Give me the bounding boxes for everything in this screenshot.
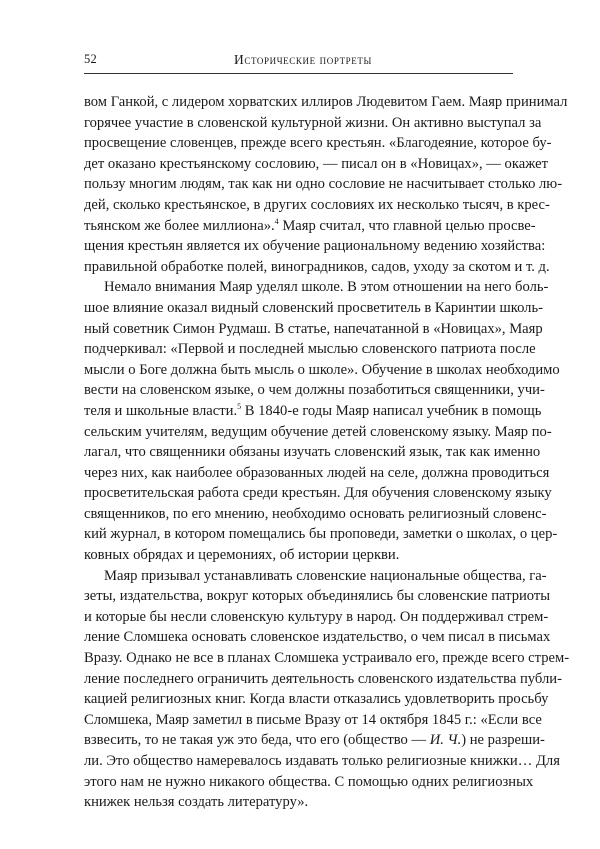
text-line: кацией религиозных книг. Когда власти отказались удовлетворить просьбу: [84, 691, 549, 708]
text-line: теля и школьные власти.$^5$ В 1840-е годы Маяр написал учебник в помощь: [84, 402, 542, 419]
text-line: зеты, издательства, вокруг которых объединялись бы словенские патриоты: [84, 588, 551, 605]
text-line: шое влияние оказал видный словенский просветитель в Каринтии школь-: [84, 299, 543, 316]
running-head: [84, 52, 513, 72]
author-initials: И. Ч.: [429, 732, 462, 749]
paragraph: [84, 566, 570, 813]
text-line: взвесить, то не такая уж это беда, что его (общество — И. Ч.) не разреши-: [84, 732, 545, 749]
text-line: тьянском же более миллиона».$^4$ Маяр считал, что главной целью просве-: [84, 216, 536, 234]
paragraph: [84, 92, 568, 277]
text-line: щения крестьян является их обучение рациональному ведению хозяйства:: [84, 238, 546, 255]
text-line: этого нам не нужно никакого общества. С помощью одних религиозных: [84, 773, 534, 790]
text-line: горячее участие в словенской культурной жизни. Он активно выступал за: [84, 114, 542, 131]
text-line: вом Ганкой, с лидером хорватских иллиров Людевитом Гаем. Маяр принимал: [84, 94, 568, 110]
text-line: ли. Это общество намеревалось издавать только религиозные книжки… Для: [84, 753, 560, 769]
text-line: через них, как наиболее образованных людей на селе, должна проводиться: [84, 464, 550, 481]
text-line: лагал, что священники обязаны изучать словенский язык, так как именно: [84, 444, 541, 461]
paragraph: [84, 277, 560, 565]
body-text: [84, 92, 570, 813]
text-line: просвещение словенцев, прежде всего крестьян. «Благодеяние, которое бу-: [84, 135, 552, 152]
text-line: подчеркивал: «Первой и последней мыслью словенского патриота после: [84, 341, 536, 358]
text-line: дей, сколько крестьянское, в других сословиях их несколько тысяч, в крес-: [84, 196, 550, 213]
text-line: священников, по его мнению, необходимо основать религиозный словенс-: [84, 505, 547, 522]
text-line: Маяр призывал устанавливать словенские национальные общества, га-: [104, 567, 547, 584]
text-line: ковных обрядах и церемониях, об истории церкви.: [84, 547, 400, 564]
footnote-ref[interactable]: 5: [237, 402, 242, 412]
text-line: вести на словенском языке, о чем должны позаботиться священники, учи-: [84, 382, 545, 399]
text-line: правильной обработке полей, виноградников, садов, уходу за скотом и т. д.: [84, 258, 550, 275]
text-line: Немало внимания Маяр уделял школе. В этом отношении на него боль-: [104, 279, 549, 296]
text-line: ление последнего ограничить деятельность словенского издательства публи-: [84, 670, 562, 687]
text-line: пользу многим людям, так как ни одно сословие не насчитывает столько лю-: [84, 176, 563, 193]
text-line: книжек нельзя создать литературу».: [84, 794, 309, 811]
text-line: Вразу. Однако не все в планах Сломшека устраивало его, прежде всего стрем-: [84, 650, 570, 667]
text-line: ный советник Симон Рудмаш. В статье, напечатанной в «Новицах», Маяр: [84, 320, 543, 337]
text-line: ление Сломшека основать словенское издательство, о чем писал в письмах: [84, 629, 551, 646]
running-title: Исторические портреты: [234, 52, 372, 67]
text-line: сельским учителям, ведущим обучение детей словенскому языку. Маяр по-: [84, 423, 552, 440]
text-line: кий журнал, в котором помещались бы проповеди, заметки о школах, о цер-: [84, 526, 558, 543]
footnote-ref[interactable]: 4: [274, 216, 279, 226]
text-line: мысли о Боге должна быть мысль о школе». Обучение в школах необходимо: [84, 361, 560, 378]
text-line: просветительская работа среди крестьян. Для обучения словенскому языку: [84, 485, 552, 502]
text-line: дет оказано крестьянскому сословию, — писал он в «Новицах», — окажет: [84, 155, 548, 172]
header-rule: [84, 73, 513, 74]
page-number: 52: [84, 52, 97, 66]
text-line: Сломшека, Маяр заметил в письме Вразу от 14 октября 1845 г.: «Если все: [84, 711, 542, 728]
text-line: и которые бы несли словенскую культуру в народ. Он поддерживал стрем-: [84, 608, 549, 625]
